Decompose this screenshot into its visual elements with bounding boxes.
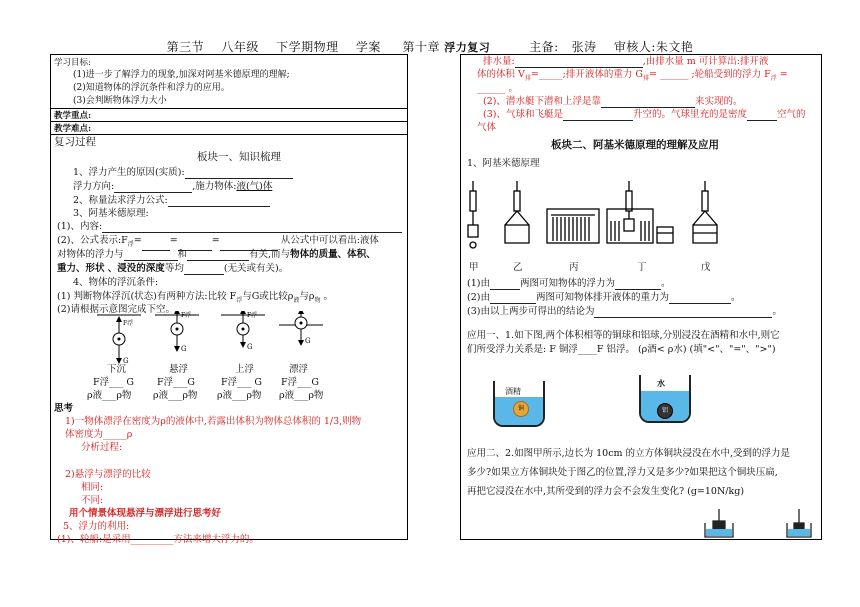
- item-archimedes: 3、阿基米德原理:: [73, 208, 149, 219]
- item-fill: (2)请根据示意图完成下空。: [57, 304, 175, 315]
- floating-diagram: [279, 311, 323, 345]
- right-panel: [460, 54, 822, 540]
- row-rho-1: ρ液___ρ物: [87, 390, 132, 401]
- divider: [51, 108, 407, 109]
- displacement-1: 排水量: ,由排水量 m 可计算出:排开液: [483, 56, 769, 67]
- scenario: 用个情景体现悬浮与漂浮进行思考好: [69, 508, 222, 519]
- alcohol-label: 酒精: [505, 387, 521, 396]
- float-diagram: [51, 311, 407, 373]
- svg-text:G: G: [305, 337, 311, 345]
- goal-2: (2)知道物体的浮沉条件和浮力的应用。: [73, 83, 230, 93]
- item-sink-float: 4、物体的浮沉条件:: [73, 277, 159, 288]
- item-formula-line2: 对物体的浮力与 和 有关,而与物体的质量、体积、: [57, 249, 376, 260]
- item-formula: (2)、公式表示$:F_浮=$ = = 从公式中可以看出:液体: [57, 234, 379, 251]
- goal-1: (1)进一步了解浮力的现象,加深对阿基米德原理的理解;: [73, 70, 290, 80]
- item-content: (1)、内容:: [57, 220, 402, 233]
- application-2c: 再把它浸没在水中,其所受到的浮力会不会发生变化? (g=10N/kg): [467, 486, 745, 497]
- left-panel: [50, 54, 408, 545]
- water-label: 水: [657, 378, 665, 388]
- balloon-2: 气体: [477, 122, 497, 133]
- analysis: 分析过程:: [81, 442, 123, 453]
- application-1a: 应用一、1.如下图,两个体积相等的铜球和铝球,分别浸没在酒精和水中,则它: [467, 330, 780, 341]
- same: 相同:: [81, 482, 104, 493]
- row-f-2: F浮___G: [157, 377, 195, 388]
- question-1: (1)由 两图可知物体的浮力为 。: [467, 278, 671, 289]
- key-point-label: 教学重点:: [54, 111, 92, 121]
- item-direction: 浮力方向: ,施力物体:液(气)体: [73, 181, 273, 192]
- goals-title: 学习目标:: [54, 58, 91, 68]
- think-1a: 1)一物体漂浮在密度为ρ的液体中,若露出体积为物体总体积的 1/3,则物: [65, 416, 362, 427]
- fig-jia: 甲: [469, 262, 479, 273]
- review-title: 复习过程: [54, 136, 96, 148]
- block1-title: 板块一、知识梳理: [197, 151, 281, 163]
- think-1b: 体密度为_____ρ: [65, 429, 133, 440]
- row-f-3: F浮___ G: [221, 377, 262, 388]
- difficulty-label: 教学难点:: [54, 124, 92, 134]
- row-f-4: F浮___G: [281, 377, 319, 388]
- question-3: (3)由以上两步可得出的结论为 。: [467, 306, 782, 317]
- header-chapter: 浮力复习: [444, 41, 491, 54]
- label-sink: 下沉: [107, 364, 127, 375]
- think-title: 思考: [54, 403, 74, 414]
- suspend-diagram: [155, 311, 199, 353]
- cube-apparatus: [461, 509, 821, 539]
- application-2b: 多少?如果立方体铜块处于图乙的位置,浮力又是多少?如果把这个铜块压扁,: [467, 467, 778, 478]
- row-rho-2: ρ液___ρ物: [153, 390, 198, 401]
- sink-diagram: [97, 315, 141, 365]
- displacement-3: ______ 。: [477, 83, 519, 94]
- submarine: (2)、潜水艇下潜和上浮是靠 来实现的。: [483, 96, 743, 107]
- application-2a: 应用二、2.如图甲所示,边长为 10cm 的立方体铜块浸没在水中,受到的浮力是: [467, 448, 791, 459]
- svg-text:F浮: F浮: [181, 312, 192, 319]
- svg-text:G: G: [247, 343, 253, 351]
- label-suspend: 悬浮: [169, 364, 189, 375]
- fig-ding: 丁: [637, 262, 647, 273]
- application-1b: 们所受浮力关系是: F 铜浮____F 铝浮。 (ρ酒< ρ水) (填"<"、"="、">"): [467, 344, 776, 355]
- divider: [51, 134, 407, 135]
- label-floating: 漂浮: [289, 364, 309, 375]
- fig-wu: 戊: [701, 262, 711, 273]
- svg-text:G: G: [181, 345, 187, 353]
- header-text: 第三节 八年级 下学期物理 学案 第十章: [166, 40, 445, 54]
- archimedes-apparatus: [461, 181, 821, 261]
- rise-diagram: [221, 311, 265, 351]
- goal-3: (3)会判断物体浮力大小: [73, 96, 167, 106]
- item-cause: 1、浮力产生的原因(实质):: [73, 166, 293, 179]
- question-2: (2)由 两图可知物体排开液体的重力为 。: [467, 292, 741, 303]
- row-rho-4: ρ液___ρ物: [279, 390, 324, 401]
- think-2: 2)悬浮与漂浮的比较: [65, 469, 151, 480]
- displacement-2: 体的体积 $V_排=\_\_\_\_\_$;排开液体的重力 $G_排=$ ______ ;轮船受到的浮力 $F_浮$ =: [477, 69, 788, 82]
- block2-title: 板块二、阿基米德原理的理解及应用: [551, 139, 719, 151]
- different: 不同:: [81, 495, 104, 506]
- aluminum-ball: 铝: [657, 403, 673, 419]
- fig-yi: 乙: [513, 262, 523, 273]
- item-judge: (1) 判断物体浮沉(状态)有两种方法:比较 $F_浮$与G或比较$\rho_液$与$\rho_物$ 。: [57, 291, 334, 304]
- item-weigh: 2、称量法求浮力公式:: [73, 194, 270, 207]
- row-rho-3: ρ液___ρ物: [217, 390, 262, 401]
- use-title: 5、浮力的利用:: [63, 521, 130, 532]
- balloon: (3)、气球和飞艇是 升空的。气球里充的是密度 空气的: [483, 109, 806, 120]
- ship: (1)、轮船:是采用_________方法来增大浮力的。: [57, 534, 259, 545]
- divider: [51, 121, 407, 122]
- page-header: [0, 38, 860, 55]
- archimedes-title: 1、阿基米德原理: [467, 158, 540, 169]
- svg-text:F浮: F浮: [123, 320, 134, 327]
- fig-bing: 丙: [569, 262, 579, 273]
- svg-text:G: G: [123, 357, 129, 365]
- header-authors: 主备: 张涛 审核人:朱文艳: [490, 40, 694, 54]
- svg-text:F浮: F浮: [247, 312, 258, 319]
- row-f-1: F浮___ G: [93, 377, 134, 388]
- item-formula-line3: 重力、形状 、浸没的深度等均 (无关或有关)。: [57, 263, 289, 274]
- water-beaker: [639, 375, 691, 423]
- label-rise: 上浮: [235, 364, 255, 375]
- copper-ball: 铜: [513, 401, 529, 417]
